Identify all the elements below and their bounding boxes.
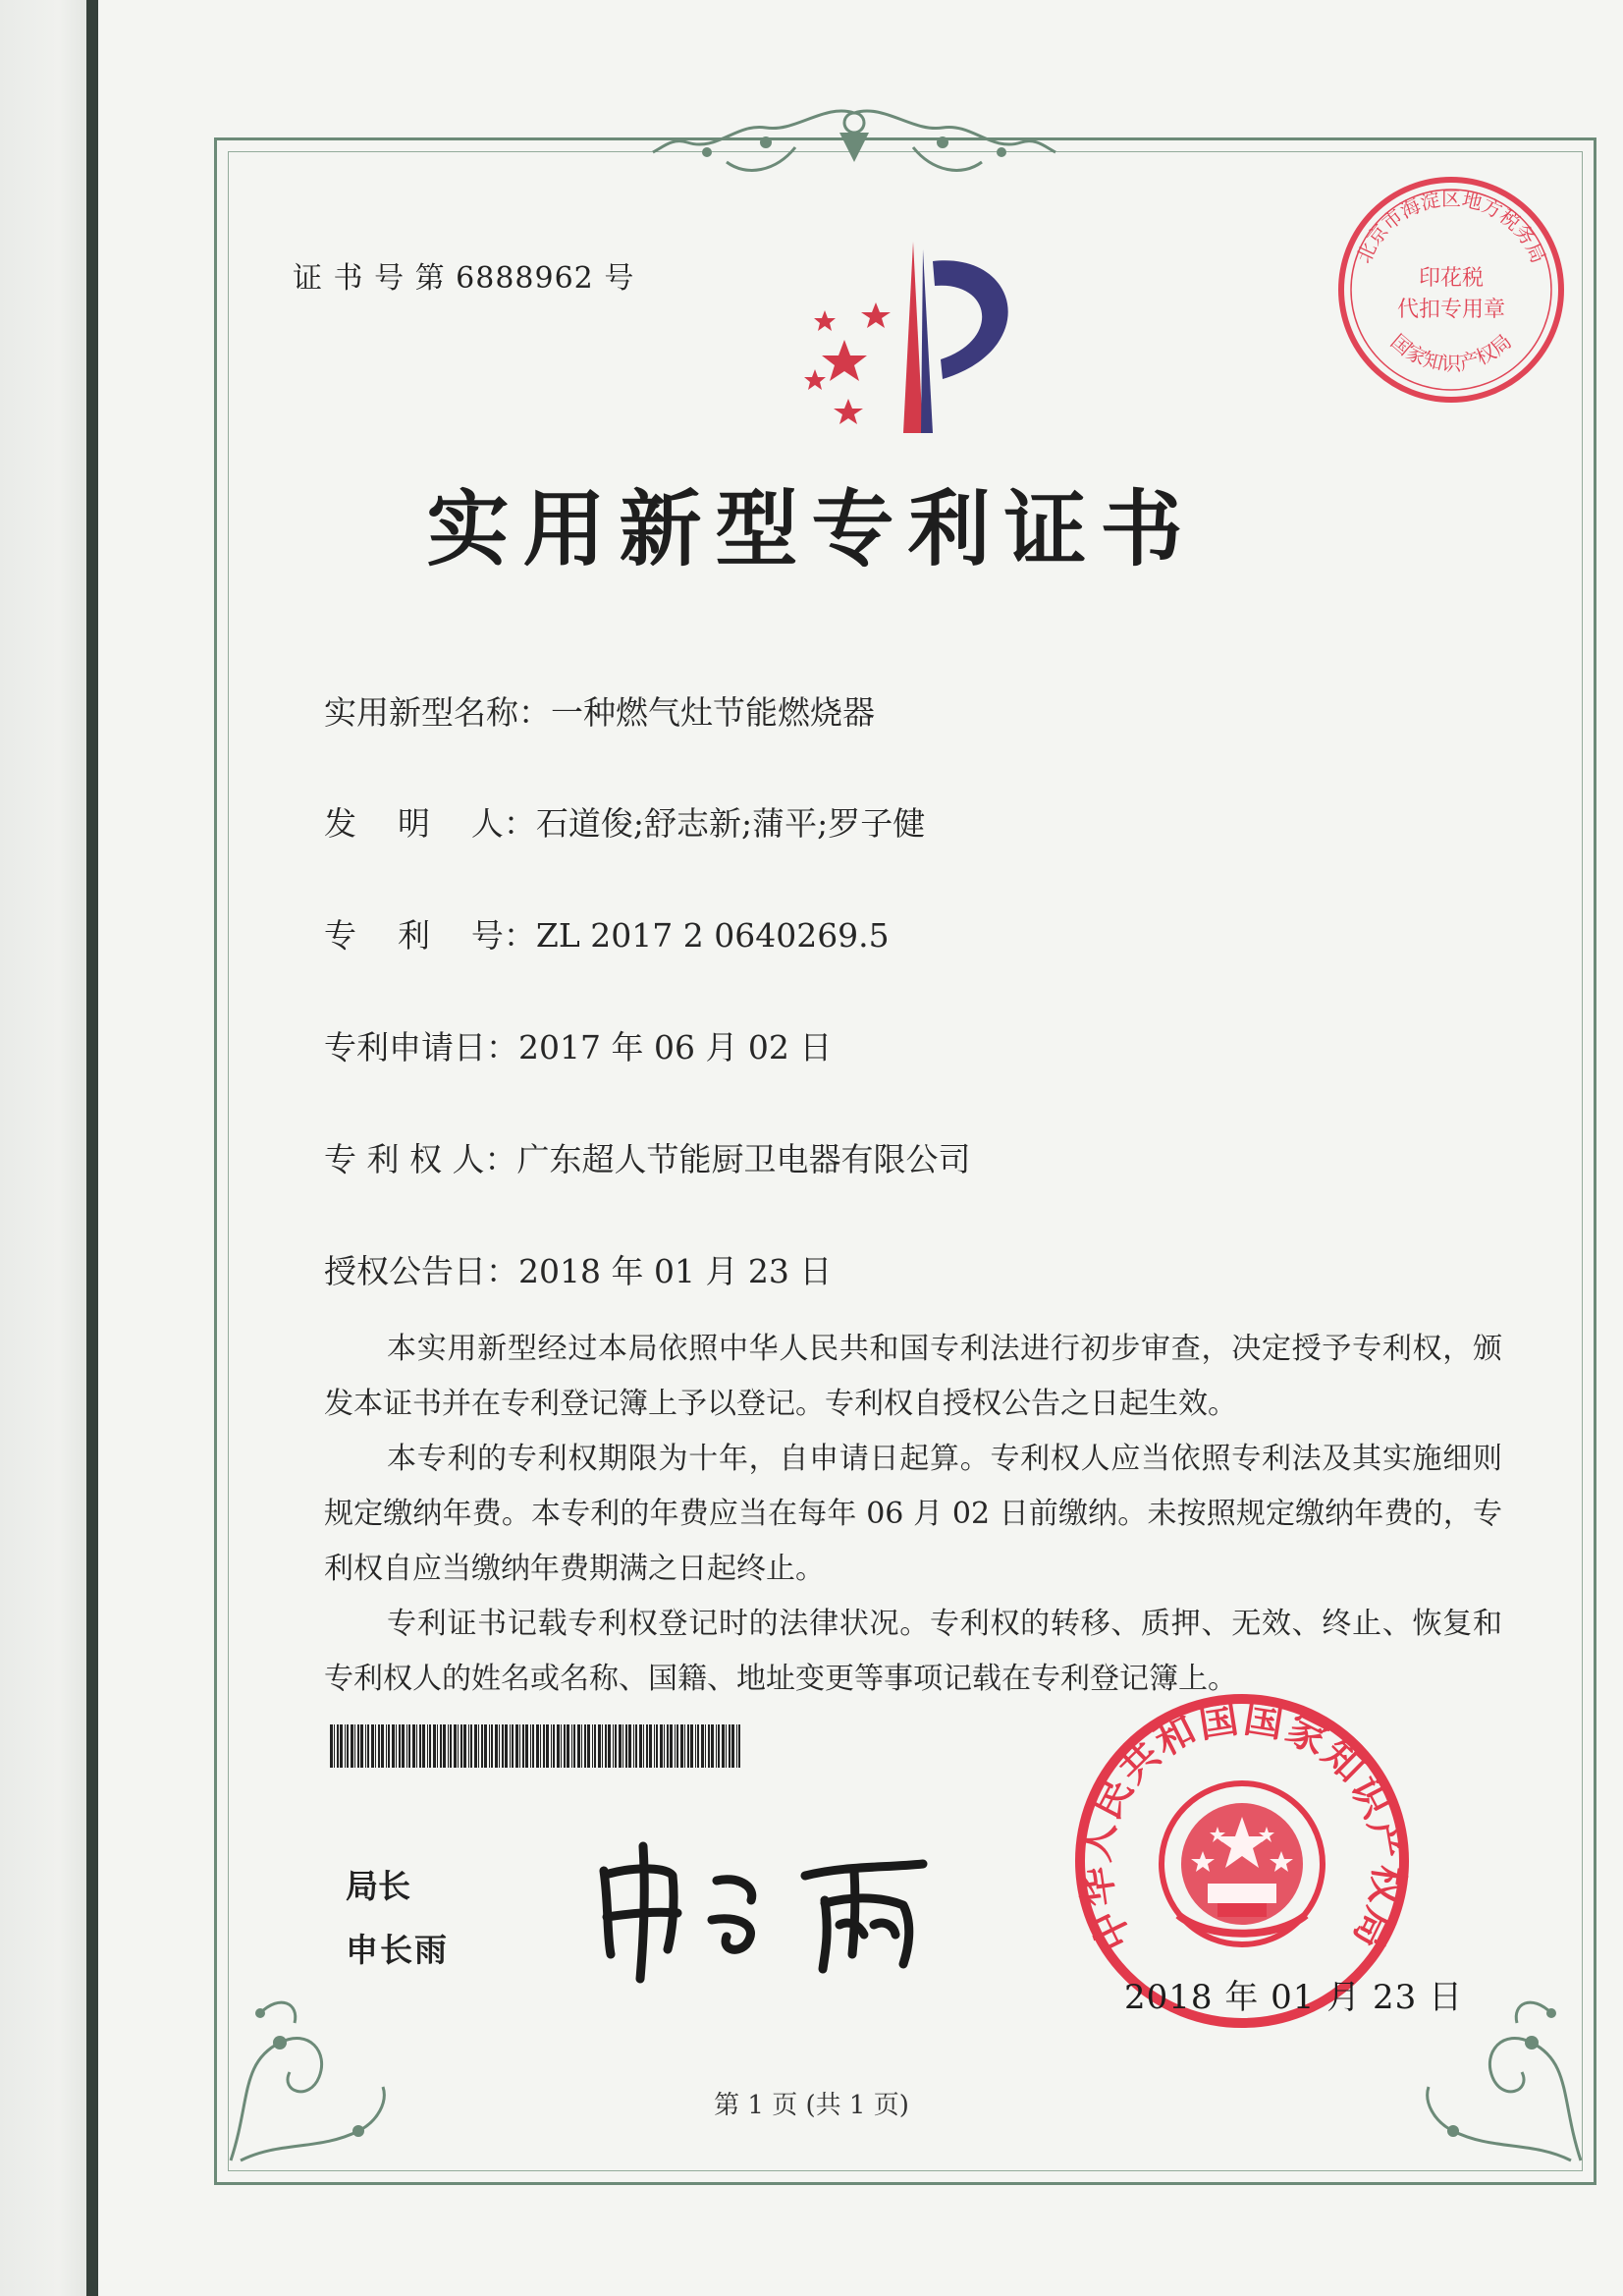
field-patent-number [324, 910, 890, 957]
barcode [330, 1724, 744, 1768]
svg-text:国家知识产权局 [1386, 329, 1516, 374]
page-indicator: 第 1 页 (共 1 页) [714, 2091, 909, 2120]
certificate-number [293, 253, 634, 297]
tax-stamp-line2: 代扣专用章 [1396, 298, 1506, 322]
field-patentee [324, 1134, 970, 1180]
patent-office-logo-icon [785, 242, 1041, 438]
binding-edge [86, 0, 98, 2296]
field-utility-model-name [324, 687, 875, 734]
field-value: 石道俊;舒志新;蒲平;罗子健 [535, 804, 926, 843]
svg-text:北京市海淀区地方税务局 [1352, 187, 1551, 266]
certificate-number-label: 证 书 号 第 [293, 261, 446, 296]
field-value: ZL 2017 2 0640269.5 [535, 916, 890, 955]
field-label: 专 利 权 人： [324, 1140, 517, 1178]
seal-text: 中华人民共和国国家知识产权局 [1072, 1696, 1412, 1958]
body-paragraph: 本专利的专利权期限为十年，自申请日起算。专利权人应当依照专利法及其实施细则规定缴纳年费。本专利的年费应当在每年 06 月 02 日前缴纳。未按照规定缴纳年费的，专利权自应当缴纳年费期满之日起终止。 [324, 1442, 1502, 1586]
tax-stamp-bottom-text: 国家知识产权局 [1385, 329, 1517, 375]
field-value: 广东超人节能厨卫电器有限公司 [516, 1140, 971, 1178]
corner-ornament-icon [221, 1954, 398, 2170]
body-paragraph: 专利证书记载专利权登记时的法律状况。专利权的转移、质押、无效、终止、恢复和专利权人的姓名或名称、国籍、地址变更等事项记载在专利登记簿上。 [324, 1607, 1502, 1696]
field-value: 2018 年 01 月 23 日 [518, 1252, 833, 1290]
tax-stamp-line1: 印花税 [1418, 266, 1485, 291]
certificate-number-value: 6888962 [456, 261, 594, 296]
field-label: 实用新型名称： [324, 693, 551, 732]
field-label: 专 利 号： [324, 916, 536, 955]
field-value: 一种燃气灶节能燃烧器 [551, 693, 875, 732]
certificate-body [324, 1322, 1502, 1707]
certificate-title: 实用新型专利证书 [426, 480, 1197, 577]
handwritten-signature [589, 1827, 943, 1984]
floral-ornament-icon [648, 93, 1060, 191]
field-inventors [324, 798, 925, 845]
field-value: 2017 年 06 月 02 日 [518, 1028, 833, 1066]
field-label: 专利申请日： [324, 1028, 518, 1066]
director-name: 申长雨 [346, 1931, 449, 1969]
certificate-number-suffix: 号 [604, 261, 635, 296]
tax-stamp-seal [1328, 167, 1574, 412]
field-grant-date [324, 1246, 832, 1292]
field-label: 发 明 人： [324, 804, 536, 843]
binding-strip [0, 0, 98, 2296]
body-paragraph: 本实用新型经过本局依照中华人民共和国专利法进行初步审查，决定授予专利权，颁发本证书并在专利登记簿上予以登记。专利权自授权公告之日起生效。 [324, 1332, 1502, 1421]
director-title: 局长 [346, 1867, 410, 1905]
national-emblem-icon [1162, 1783, 1323, 1944]
field-application-date [324, 1022, 832, 1068]
seal-date: 2018 年 01 月 23 日 [1124, 1978, 1464, 2017]
field-label: 授权公告日： [324, 1252, 518, 1290]
tax-stamp-outer-text: 北京市海淀区地方税务局 [1351, 187, 1551, 267]
